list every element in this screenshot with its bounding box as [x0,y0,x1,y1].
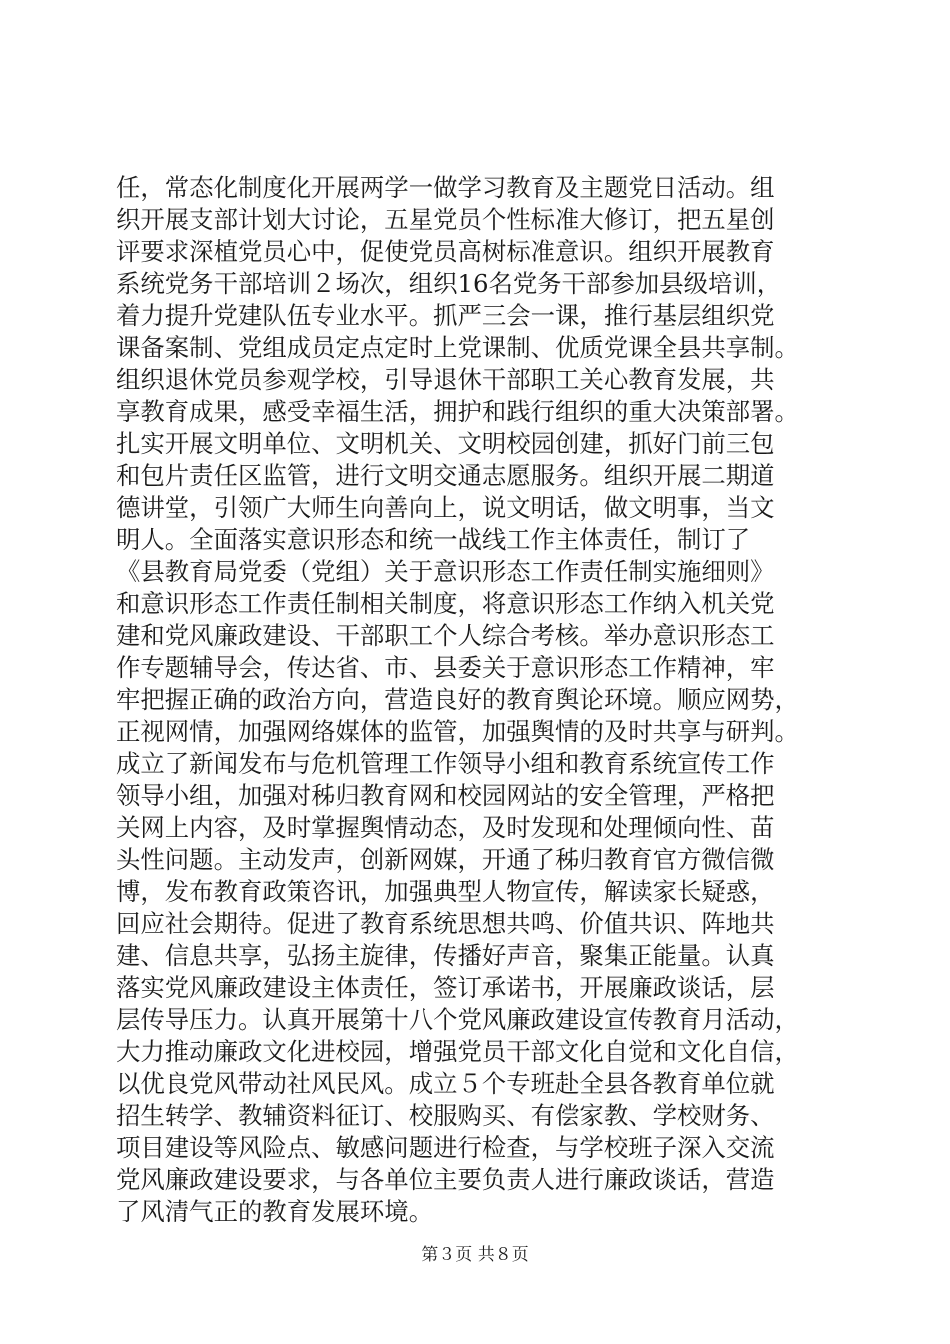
text-line: 着力提升党建队伍专业水平。抓严三会一课，推行基层组织党 [116,301,775,330]
text-line: 了风清气正的教育发展环境。 [116,1197,434,1226]
text-line: 党风廉政建设要求，与各单位主要负责人进行廉政谈话，营造 [116,1165,775,1194]
text-line: 作专题辅导会，传达省、市、县委关于意识形态工作精神，牢 [116,653,775,682]
body-paragraph [116,172,846,1228]
text-line: 领导小组，加强对秭归教育网和校园网站的安全管理，严格把 [116,781,775,810]
page-footer: 第３页 共８页 [421,1245,529,1265]
text-line: 大力推动廉政文化进校园，增强党员干部文化自觉和文化自信， [116,1037,799,1066]
text-line: 组织退休党员参观学校，引导退休干部职工关心教育发展，共 [116,365,775,394]
text-line: 成立了新闻发布与危机管理工作领导小组和教育系统宣传工作 [116,749,775,778]
text-line: 层传导压力。认真开展第十八个党风廉政建设宣传教育月活动， [116,1005,799,1034]
text-line: 头性问题。主动发声，创新网媒，开通了秭归教育官方微信微 [116,845,775,874]
text-line: 织开展支部计划大讨论，五星党员个性标准大修订，把五星创 [116,205,775,234]
text-line: 项目建设等风险点、敏感问题进行检查，与学校班子深入交流 [116,1133,775,1162]
text-line: 系统党务干部培训２场次，组织16名党务干部参加县级培训， [116,269,782,298]
text-line: 关网上内容，及时掌握舆情动态，及时发现和处理倾向性、苗 [116,813,775,842]
text-line: 招生转学、教辅资料征订、校服购买、有偿家教、学校财务、 [116,1101,775,1130]
text-line: 享教育成果，感受幸福生活，拥护和践行组织的重大决策部署。 [116,397,799,426]
text-line: 以优良党风带动社风民风。成立５个专班赴全县各教育单位就 [116,1069,775,1098]
text-line: 落实党风廉政建设主体责任，签订承诺书，开展廉政谈话，层 [116,973,775,1002]
text-line: 正视网情，加强网络媒体的监管，加强舆情的及时共享与研判。 [116,717,799,746]
text-line: 博，发布教育政策咨讯，加强典型人物宣传，解读家长疑惑， [116,877,775,906]
text-line: 评要求深植党员心中，促使党员高树标准意识。组织开展教育 [116,237,775,266]
text-line: 任，常态化制度化开展两学一做学习教育及主题党日活动。组 [116,173,775,202]
text-line: 和意识形态工作责任制相关制度，将意识形态工作纳入机关党 [116,589,775,618]
text-line: 建和党风廉政建设、干部职工个人综合考核。举办意识形态工 [116,621,775,650]
text-line: 牢把握正确的政治方向，营造良好的教育舆论环境。顺应网势， [116,685,799,714]
text-line: 建、信息共享，弘扬主旋律，传播好声音，聚集正能量。认真 [116,941,775,970]
text-line: 《县教育局党委（党组）关于意识形态工作责任制实施细则》 [116,557,775,586]
text-line: 课备案制、党组成员定点定时上党课制、优质党课全县共享制。 [116,333,799,362]
text-line: 扎实开展文明单位、文明机关、文明校园创建，抓好门前三包 [116,429,775,458]
text-line: 明人。全面落实意识形态和统一战线工作主体责任，制订了 [116,525,751,554]
text-line: 德讲堂，引领广大师生向善向上，说文明话，做文明事，当文 [116,493,775,522]
text-line: 回应社会期待。促进了教育系统思想共鸣、价值共识、阵地共 [116,909,775,938]
text-line: 和包片责任区监管，进行文明交通志愿服务。组织开展二期道 [116,461,775,490]
